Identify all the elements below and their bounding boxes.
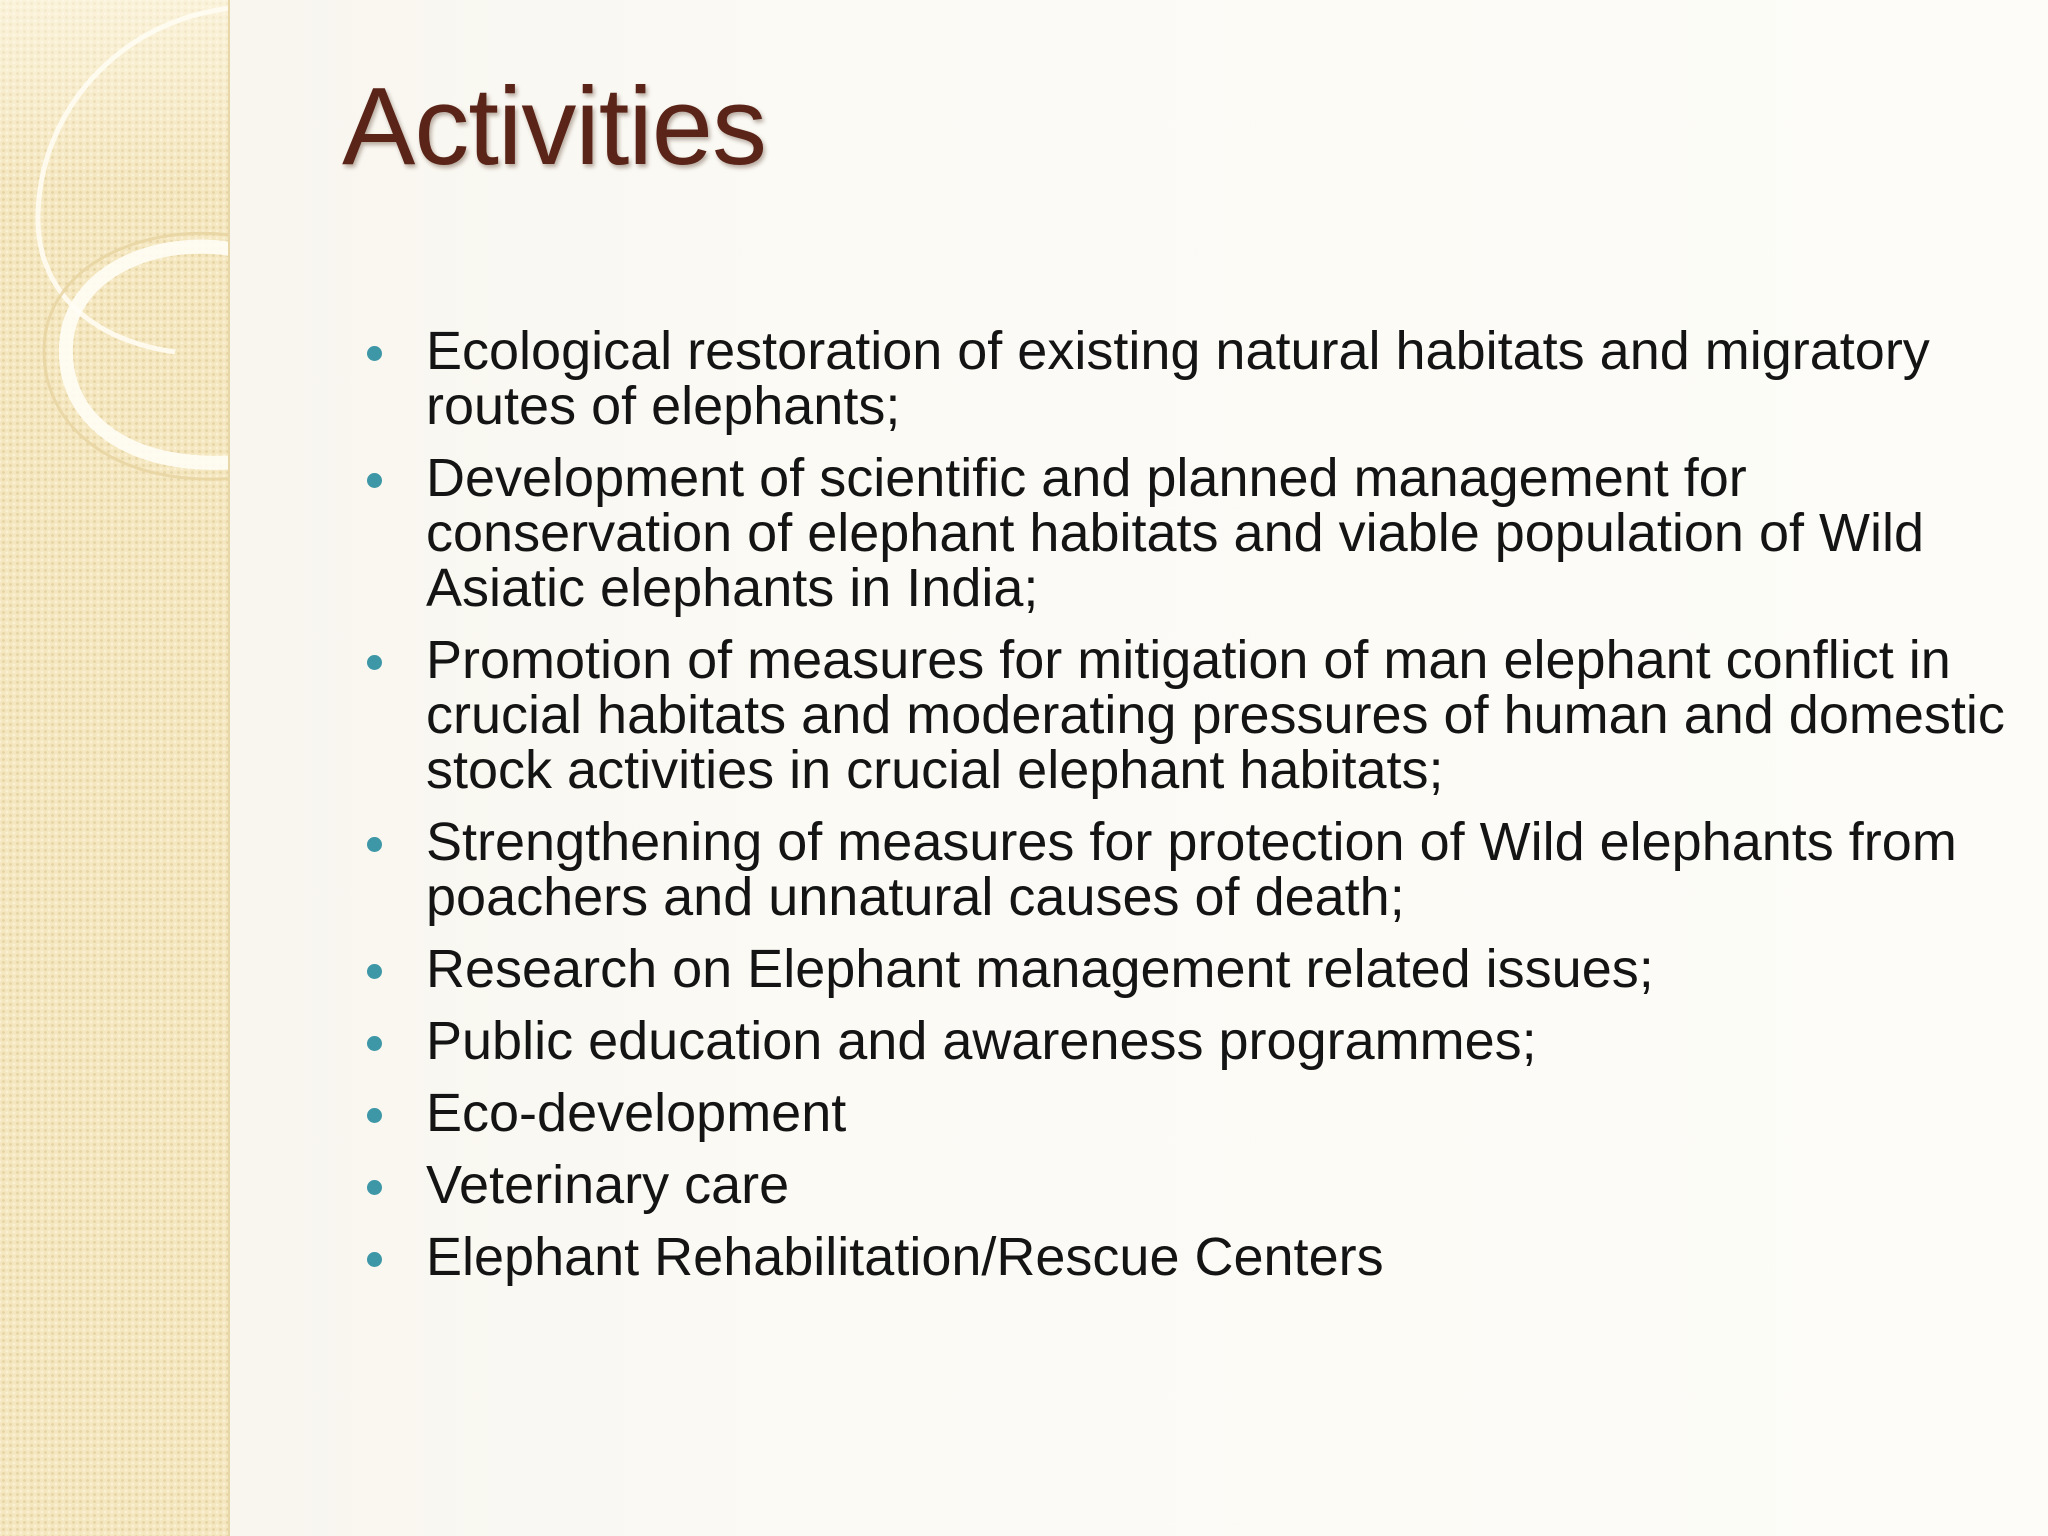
list-item (360, 1083, 2020, 1143)
list-item-text: Strengthening of measures for protection of Wild elephants from poachers and unnatural causes of death; (426, 812, 1957, 927)
list-item-text: Ecological restoration of existing natural habitats and migratory routes of elephants; (426, 321, 1930, 436)
bullet-dot-icon (367, 1036, 382, 1051)
bullet-dot-icon (367, 1252, 382, 1267)
bullet-dot-icon (367, 837, 382, 852)
bullet-dot-icon (367, 346, 382, 361)
list-item-text: Development of scientific and planned management for conservation of elephant habitats and viable population of Wild Asiatic elephants in India; (426, 448, 1924, 618)
list-item-text: Promotion of measures for mitigation of man elephant conflict in crucial habitats and moderating pressures of human and domestic stock activities in crucial elephant habitats; (426, 630, 2005, 800)
slide-title: Activities (342, 65, 766, 188)
decorative-side-strip (0, 0, 230, 1536)
list-item (360, 812, 2020, 927)
bullet-dot-icon (367, 964, 382, 979)
bullet-list (360, 321, 2020, 1302)
list-item-text: Research on Elephant management related issues; (426, 939, 1654, 999)
list-item-text: Veterinary care (426, 1155, 790, 1215)
list-item (360, 1011, 2020, 1071)
list-item-text: Eco-development (426, 1083, 847, 1143)
list-item-text: Public education and awareness programmes; (426, 1011, 1537, 1071)
list-item (360, 939, 2020, 999)
list-item (360, 448, 2020, 618)
list-item (360, 630, 2020, 800)
list-item-text: Elephant Rehabilitation/Rescue Centers (426, 1227, 1384, 1287)
list-item (360, 1155, 2020, 1215)
bullet-dot-icon (367, 473, 382, 488)
bullet-dot-icon (367, 655, 382, 670)
list-item (360, 1227, 2020, 1287)
list-item (360, 321, 2020, 436)
decorative-swirl-icon (0, 0, 230, 520)
bullet-dot-icon (367, 1108, 382, 1123)
bullet-dot-icon (367, 1180, 382, 1195)
